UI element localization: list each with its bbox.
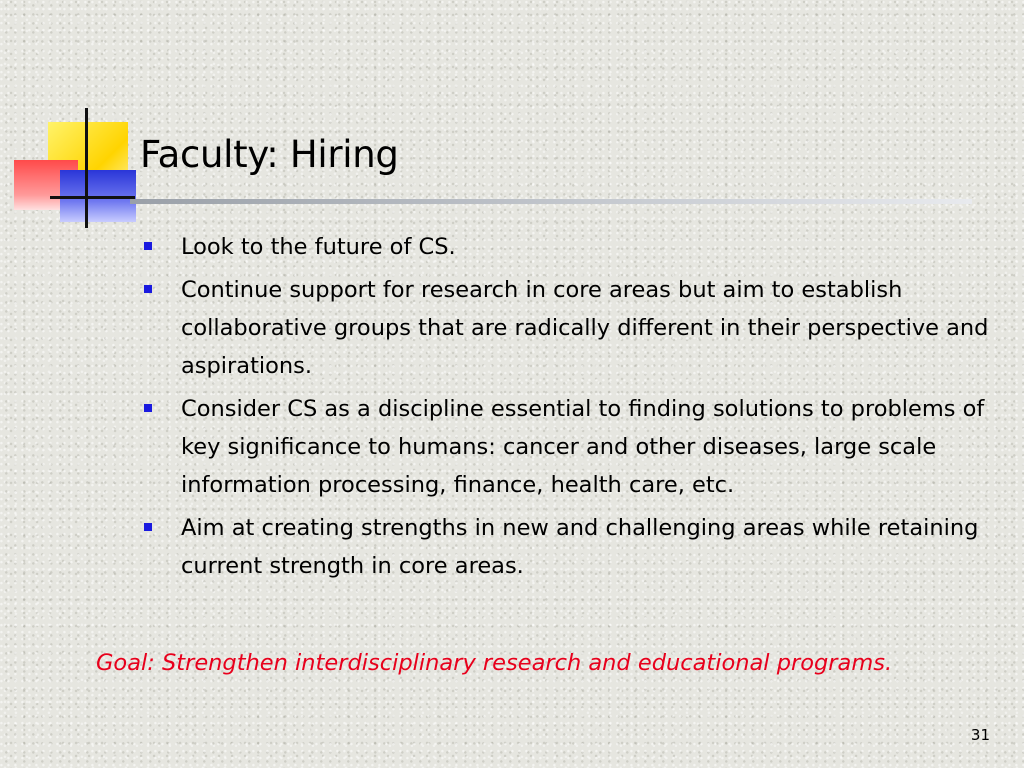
slide-title: Faculty: Hiring <box>140 133 399 176</box>
bullet-item <box>142 509 998 585</box>
page-number: 31 <box>970 726 990 744</box>
bullet-item <box>142 390 998 504</box>
bullet-item <box>142 271 998 385</box>
bullet-icon <box>144 285 152 293</box>
title-underline <box>130 199 972 204</box>
bullet-icon <box>144 404 152 412</box>
logo-vertical-line <box>85 108 88 228</box>
bullet-text: Aim at creating strengths in new and challenging areas while retaining current strength in core areas. <box>181 515 979 579</box>
bullet-icon <box>144 523 152 531</box>
bullet-icon <box>144 242 152 250</box>
bullet-text: Consider CS as a discipline essential to finding solutions to problems of key significance to humans: cancer and other diseases, large scale information processing, finance, health care, etc. <box>181 396 985 498</box>
bullet-text: Continue support for research in core areas but aim to establish collaborative groups that are radically different in their perspective and aspirations. <box>181 277 989 379</box>
logo-horizontal-line <box>50 196 135 199</box>
bullet-item <box>142 228 998 266</box>
slide-logo-graphic <box>0 0 160 240</box>
goal-statement: Goal: Strengthen interdisciplinary research and educational programs. <box>96 650 893 676</box>
bullet-text: Look to the future of CS. <box>181 234 456 260</box>
bullet-list <box>142 228 998 590</box>
